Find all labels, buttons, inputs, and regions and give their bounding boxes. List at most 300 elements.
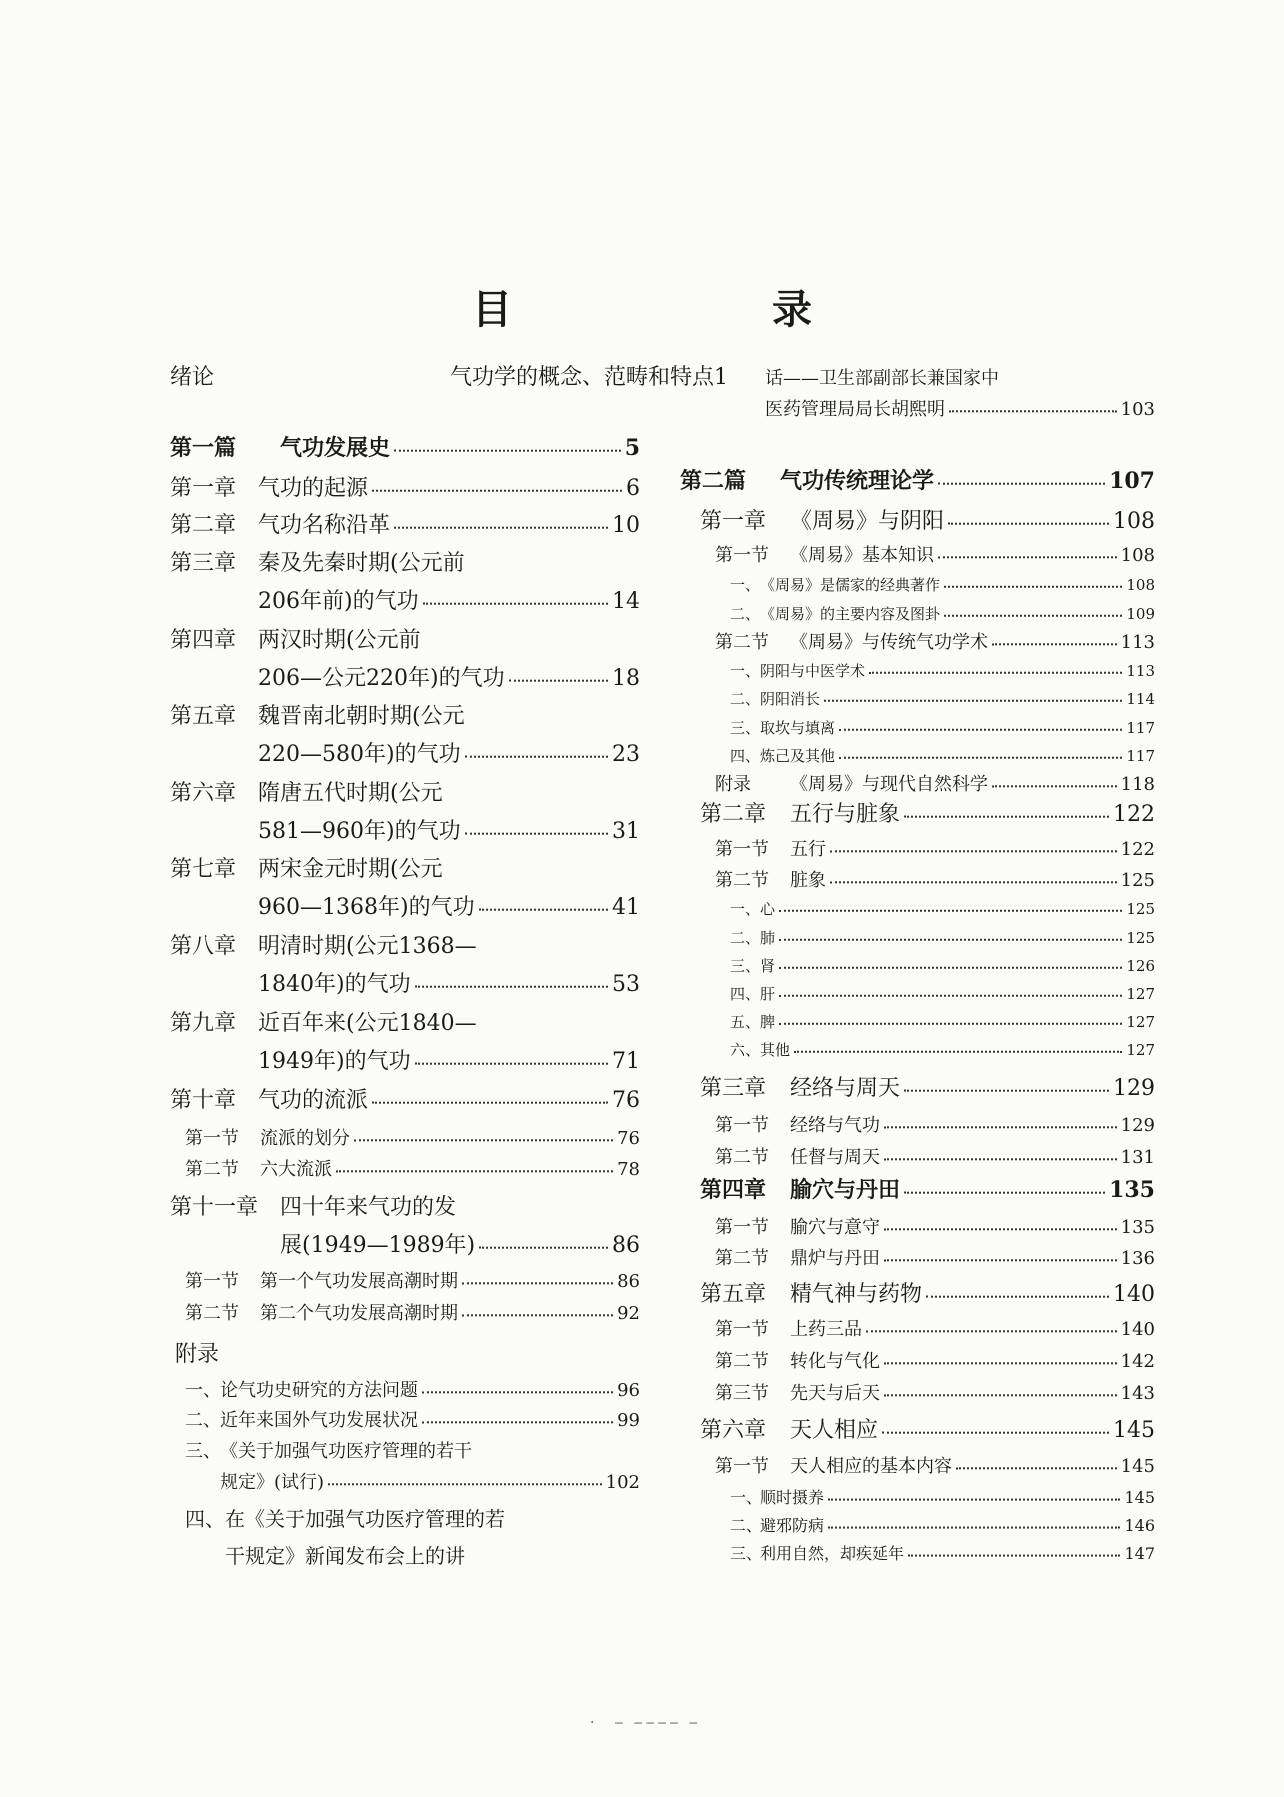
toc-entry [680,688,1155,709]
toc-entry-title: 鼎炉与丹田 [790,1248,880,1269]
toc-entry-title: 《关于加强气功医疗管理的若干 [220,1441,472,1462]
toc-entry-page: 86 [612,1233,640,1258]
toc-entry [170,1267,640,1293]
toc-entry [680,717,1155,738]
leader-dots [779,925,1122,941]
toc-entry-page: 109 [1126,605,1155,623]
toc-entry-page: 5 [624,435,640,461]
toc-entry-page: 114 [1126,690,1155,708]
toc-entry [170,967,640,998]
toc-entry-label: 六、 [730,1041,761,1059]
page-title: 目 录 [472,286,922,333]
leader-dots [944,572,1122,588]
toc-entry-title: 近百年来(公元1840— [258,1011,477,1036]
toc-entry-label: 四、 [730,747,761,765]
toc-entry-label: 第二节 [715,1248,769,1269]
leader-dots [839,715,1122,731]
toc-entry [170,1376,640,1402]
toc-entry-page: 140 [1120,1319,1155,1340]
leader-dots [372,470,622,492]
leader-dots [828,1484,1120,1500]
toc-entry-title: 气功的流派 [258,1088,369,1113]
toc-entry [680,364,1155,390]
toc-entry-label: 一、 [185,1380,221,1401]
toc-entry-page: 1 [714,365,729,390]
toc-entry-title: 在《关于加强气功医疗管理的若 [225,1507,505,1531]
toc-entry-title: 腧穴与意守 [790,1217,880,1238]
toc-entry-page: 146 [1124,1516,1155,1535]
toc-entry-title: 论气功史研究的方法问题 [220,1380,418,1401]
toc-entry-page: 126 [1126,957,1155,975]
toc-entry-page: 131 [1120,1147,1155,1168]
leader-dots [779,953,1122,969]
toc-entry-title: 肾 [760,957,776,975]
toc-entry-page: 136 [1120,1248,1155,1269]
toc-entry [680,628,1155,654]
toc-entry-label: 一、 [730,900,761,918]
toc-entry-title: 利用自然，却疾延年 [760,1544,905,1563]
toc-entry-title: 1949年)的气功 [258,1049,411,1074]
toc-entry [170,661,640,692]
toc-entry-title: 960—1368年)的气功 [258,895,475,920]
leader-dots [948,503,1109,525]
leader-dots [866,1314,1117,1332]
toc-entry-label: 第二节 [715,870,769,891]
leader-dots [992,769,1117,787]
toc-entry-page: 125 [1120,870,1155,891]
toc-entry-title: 顺时摄养 [760,1488,825,1507]
toc-entry [680,1213,1155,1239]
toc-entry-label: 第九章 [170,1011,237,1036]
toc-entry-label: 二、 [730,929,761,947]
leader-dots [422,1405,613,1423]
toc-entry [680,1277,1155,1308]
toc-entry [170,1006,640,1037]
toc-entry [680,1039,1155,1060]
toc-entry-label: 第八章 [170,934,237,959]
toc-entry [170,508,640,539]
toc-entry-label: 第一章 [700,509,767,534]
leader-dots [882,1412,1109,1434]
toc-entry-title: 肺 [760,929,776,947]
toc-entry-title: 话——卫生部副部长兼国家中 [765,368,999,389]
toc-entry-page: 145 [1120,1456,1155,1477]
toc-entry [170,431,640,462]
toc-entry [170,699,640,730]
toc-entry-page: 147 [1124,1544,1155,1563]
toc-entry-title: 两宋金元时期(公元 [258,857,443,882]
toc-entry-title: 任督与周天 [790,1147,880,1168]
toc-entry-page: 135 [1109,1177,1155,1203]
toc-entry [170,776,640,807]
leader-dots [956,1451,1117,1469]
toc-entry-title: 天人相应 [790,1418,879,1443]
toc-entry-page: 122 [1113,802,1155,827]
toc-entry-title: 五行与脏象 [790,802,901,827]
leader-dots [779,981,1122,997]
toc-entry-title: 气功发展史 [280,435,391,461]
toc-entry-label: 第三节 [715,1383,769,1404]
toc-entry-page: 41 [612,895,640,920]
toc-entry-page: 108 [1120,545,1155,566]
toc-entry-page: 145 [1113,1418,1155,1443]
toc-entry [680,603,1155,624]
toc-entry-title: 气功的起源 [258,476,369,501]
toc-entry-label: 一、 [730,1488,763,1507]
toc-entry-label: 三、 [185,1441,221,1462]
leader-dots [479,1227,608,1249]
toc-entry [680,660,1155,681]
toc-entry-label: 三、 [730,719,761,737]
toc-entry-title: 规定》(试行) [220,1472,325,1493]
leader-dots [884,1110,1117,1128]
toc-entry-title: 气功学的概念、范畴和特点 [450,365,715,390]
toc-entry [680,955,1155,976]
toc-entry-label: 第四章 [170,628,237,653]
toc-entry-title: 秦及先秦时期(公元前 [258,551,465,576]
toc-entry [680,541,1155,567]
leader-dots [794,1037,1122,1053]
toc-entry-title: 天人相应的基本内容 [790,1456,952,1477]
toc-entry-label: 第二章 [700,802,767,827]
toc-entry-page: 129 [1120,1115,1155,1136]
toc-entry [170,1190,640,1221]
toc-entry [680,1379,1155,1405]
leader-dots [423,583,608,605]
toc-entry-page: 142 [1120,1351,1155,1372]
toc-entry-page: 127 [1126,1041,1155,1059]
toc-entry-title: 近年来国外气功发展状况 [220,1410,418,1431]
toc-entry-label: 附录 [175,1342,220,1367]
toc-entry-label: 第二节 [185,1159,239,1180]
toc-entry-label: 第七章 [170,857,237,882]
toc-entry-page: 117 [1126,747,1155,765]
toc-entry [680,1347,1155,1373]
toc-entry-label: 一、 [730,662,761,680]
toc-entry-title: 展(1949—1989年) [280,1233,476,1258]
toc-entry [170,1155,640,1181]
toc-entry-title: 《周易》与现代自然科学 [790,774,988,795]
toc-entry-label: 附录 [715,774,751,795]
toc-entry [170,1437,640,1463]
toc-entry-page: 127 [1126,985,1155,1003]
toc-entry [680,1173,1155,1204]
leader-dots [415,1043,608,1065]
toc-entry-page: 125 [1126,900,1155,918]
toc-entry-title: 气功传统理论学 [780,468,935,494]
toc-entry [680,1452,1155,1478]
toc-entry [680,464,1155,495]
toc-entry-page: 78 [617,1159,640,1180]
leader-dots [869,658,1122,674]
toc-entry-page: 76 [617,1128,640,1149]
toc-entry-page: 96 [617,1380,640,1401]
toc-entry-title: 《周易》与阴阳 [790,509,945,534]
toc-entry-title: 魏晋南北朝时期(公元 [258,704,465,729]
toc-entry [170,814,640,845]
leader-dots [904,796,1109,818]
toc-entry-label: 第五章 [170,704,237,729]
toc-entry-page: 113 [1126,662,1155,680]
toc-entry [680,1143,1155,1169]
leader-dots [479,889,608,911]
scan-artifact: · ‒ ‒‒‒‒ ‒ [590,1715,701,1731]
toc-entry [680,927,1155,948]
leader-dots [884,1346,1117,1364]
toc-entry-title: 206年前)的气功 [258,589,419,614]
toc-entry-label: 第二章 [170,513,237,538]
toc-entry-label: 第四章 [700,1177,767,1203]
leader-dots [839,743,1122,759]
toc-entry-label: 第一节 [715,1456,769,1477]
toc-entry-label: 第十一章 [170,1195,259,1220]
toc-entry [170,471,640,502]
toc-entry-page: 14 [612,589,640,614]
toc-entry-title: 避邪防病 [760,1516,825,1535]
toc-entry-label: 第二节 [715,1351,769,1372]
toc-entry-label: 第一节 [715,839,769,860]
toc-entry [170,360,729,391]
toc-entry [170,623,640,654]
toc-entry-page: 117 [1126,719,1155,737]
toc-entry-title: 《周易》是儒家的经典著作 [760,576,941,594]
toc-entry-label: 二、 [185,1410,221,1431]
toc-entry-page: 145 [1124,1488,1155,1507]
toc-entry-title: 第一个气功发展高潮时期 [260,1271,458,1292]
toc-entry-title: 取坎与填离 [760,719,836,737]
toc-entry [170,584,640,615]
leader-dots [992,627,1117,645]
toc-entry [170,1044,640,1075]
leader-dots [884,1212,1117,1230]
toc-entry-title: 明清时期(公元1368— [258,934,477,959]
toc-entry-label: 第二节 [715,632,769,653]
toc-entry-page: 71 [612,1049,640,1074]
toc-entry-title: 医药管理局局长胡熙明 [765,399,945,420]
leader-dots [824,686,1122,702]
toc-entry-page: 86 [617,1271,640,1292]
toc-entry-label: 四、 [730,985,761,1003]
toc-entry-label: 第二篇 [680,468,747,494]
leader-dots [779,896,1122,912]
toc-entry [680,504,1155,535]
toc-entry-page: 135 [1120,1217,1155,1238]
toc-entry-label: 第一节 [715,1319,769,1340]
leader-dots [509,660,608,682]
leader-dots [908,1540,1120,1556]
toc-entry [680,745,1155,766]
toc-entry-title: 精气神与药物 [790,1282,923,1307]
toc-entry-page: 76 [612,1088,640,1113]
leader-dots [462,1266,613,1284]
toc-entry-label: 五、 [730,1013,761,1031]
toc-entry-label: 第一节 [185,1128,239,1149]
toc-entry-label: 绪论 [170,365,215,390]
toc-entry-page: 102 [605,1472,640,1493]
toc-entry [170,1406,640,1432]
leader-dots [949,394,1117,412]
leader-dots [465,813,608,835]
toc-entry-title: 转化与气化 [790,1351,880,1372]
toc-entry-title: 流派的划分 [260,1128,350,1149]
toc-entry-page: 129 [1113,1076,1155,1101]
toc-entry-label: 三、 [730,1544,763,1563]
toc-entry-label: 第二节 [715,1147,769,1168]
toc-entry-title: 上药三品 [790,1319,862,1340]
toc-entry-title: 《周易》与传统气功学术 [790,632,988,653]
toc-entry-title: 581—960年)的气功 [258,819,461,844]
leader-dots [394,430,621,452]
toc-entry-title: 腧穴与丹田 [790,1177,901,1203]
toc-entry [170,1228,640,1259]
toc-entry-label: 第一节 [715,1217,769,1238]
leader-dots [938,540,1117,558]
toc-entry-title: 经络与周天 [790,1076,901,1101]
toc-entry-label: 第一章 [170,476,237,501]
toc-entry-title: 五行 [790,839,826,860]
leader-dots [904,1070,1109,1092]
toc-entry-page: 122 [1120,839,1155,860]
toc-entry [170,1503,640,1532]
toc-entry-title: 1840年)的气功 [258,972,411,997]
toc-entry [170,546,640,577]
toc-entry-label: 第六章 [700,1418,767,1443]
toc-entry-title: 六大流派 [260,1159,332,1180]
toc-entry-label: 第三章 [700,1076,767,1101]
toc-entry-title: 先天与后天 [790,1383,880,1404]
toc-entry [680,1011,1155,1032]
toc-entry [680,770,1155,796]
toc-entry [680,395,1155,421]
leader-dots [779,1009,1122,1025]
leader-dots [462,1298,613,1316]
toc-entry [680,1071,1155,1102]
leader-dots [372,1082,608,1104]
toc-entry-page: 127 [1126,1013,1155,1031]
toc-entry-label: 四、 [185,1507,225,1531]
toc-entry-title: 第二个气功发展高潮时期 [260,1303,458,1324]
toc-entry-label: 第十章 [170,1088,237,1113]
leader-dots [422,1375,613,1393]
toc-entry-page: 108 [1126,576,1155,594]
toc-entry [170,1083,640,1114]
toc-entry-label: 二、 [730,690,761,708]
toc-entry [170,737,640,768]
toc-entry-page: 103 [1120,399,1155,420]
toc-entry-page: 143 [1120,1383,1155,1404]
toc-entry-page: 99 [617,1410,640,1431]
toc-entry-page: 23 [612,742,640,767]
leader-dots [830,834,1117,852]
toc-entry-label: 第六章 [170,781,237,806]
toc-entry-label: 第一篇 [170,435,237,461]
toc-entry-title: 《周易》的主要内容及图卦 [760,605,941,623]
leader-dots [328,1467,602,1485]
toc-entry [680,1244,1155,1270]
toc-entry-page: 10 [612,513,640,538]
toc-entry-page: 108 [1113,509,1155,534]
toc-entry-title: 220—580年)的气功 [258,742,461,767]
toc-entry-title: 炼己及其他 [760,747,836,765]
leader-dots [884,1142,1117,1160]
leader-dots [465,736,608,758]
toc-entry-label: 三、 [730,957,761,975]
leader-dots [394,507,608,529]
toc-entry-page: 125 [1126,929,1155,947]
leader-dots [884,1243,1117,1261]
toc-entry [680,574,1155,595]
leader-dots [884,1378,1117,1396]
toc-entry-title: 脾 [760,1013,776,1031]
toc-entry-title: 脏象 [790,870,826,891]
toc-entry [170,929,640,960]
toc-entry [170,1299,640,1325]
toc-entry [680,1111,1155,1137]
toc-entry-label: 第一节 [185,1271,239,1292]
leader-dots [904,1172,1105,1194]
toc-entry-page: 107 [1109,468,1155,494]
toc-entry [680,835,1155,861]
toc-entry [170,1337,640,1368]
toc-entry [170,1124,640,1150]
toc-entry-page: 53 [612,972,640,997]
toc-entry-title: 隋唐五代时期(公元 [258,781,443,806]
toc-entry [170,1540,640,1569]
toc-entry-title: 两汉时期(公元前 [258,628,421,653]
toc-entry-page: 140 [1113,1282,1155,1307]
toc-entry [680,1513,1155,1536]
toc-entry-title: 肝 [760,985,776,1003]
toc-entry-title: 四十年来气功的发 [280,1195,457,1220]
toc-entry-page: 92 [617,1303,640,1324]
toc-entry-title: 阴阳与中医学术 [760,662,866,680]
toc-entry [680,983,1155,1004]
leader-dots [354,1123,613,1141]
leader-dots [828,1512,1120,1528]
toc-entry [680,1315,1155,1341]
leader-dots [938,463,1105,485]
toc-entry-label: 第五章 [700,1282,767,1307]
toc-entry-title: 206—公元220年)的气功 [258,666,505,691]
toc-entry-label: 第三章 [170,551,237,576]
toc-entry [680,1541,1155,1564]
toc-entry-page: 113 [1120,632,1155,653]
toc-entry-title: 阴阳消长 [760,690,821,708]
leader-dots [926,1276,1109,1298]
leader-dots [944,601,1122,617]
toc-entry-page: 18 [612,666,640,691]
toc-entry-label: 第二节 [185,1303,239,1324]
leader-dots [336,1154,613,1172]
toc-entry-label: 第一节 [715,545,769,566]
toc-entry-label: 一、 [730,576,761,594]
toc-entry [170,852,640,883]
toc-entry-title: 《周易》基本知识 [790,545,934,566]
toc-entry-title: 经络与气功 [790,1115,880,1136]
toc-entry-title: 气功名称沿革 [258,513,391,538]
toc-entry [170,890,640,921]
toc-entry [680,898,1155,919]
toc-entry-page: 118 [1120,774,1155,795]
toc-entry [680,1413,1155,1444]
toc-entry [680,797,1155,828]
toc-entry [170,1468,640,1494]
toc-entry-page: 31 [612,819,640,844]
toc-entry-title: 心 [760,900,776,918]
toc-entry-label: 第一节 [715,1115,769,1136]
toc-entry-page: 6 [626,476,640,501]
toc-entry [680,1485,1155,1508]
